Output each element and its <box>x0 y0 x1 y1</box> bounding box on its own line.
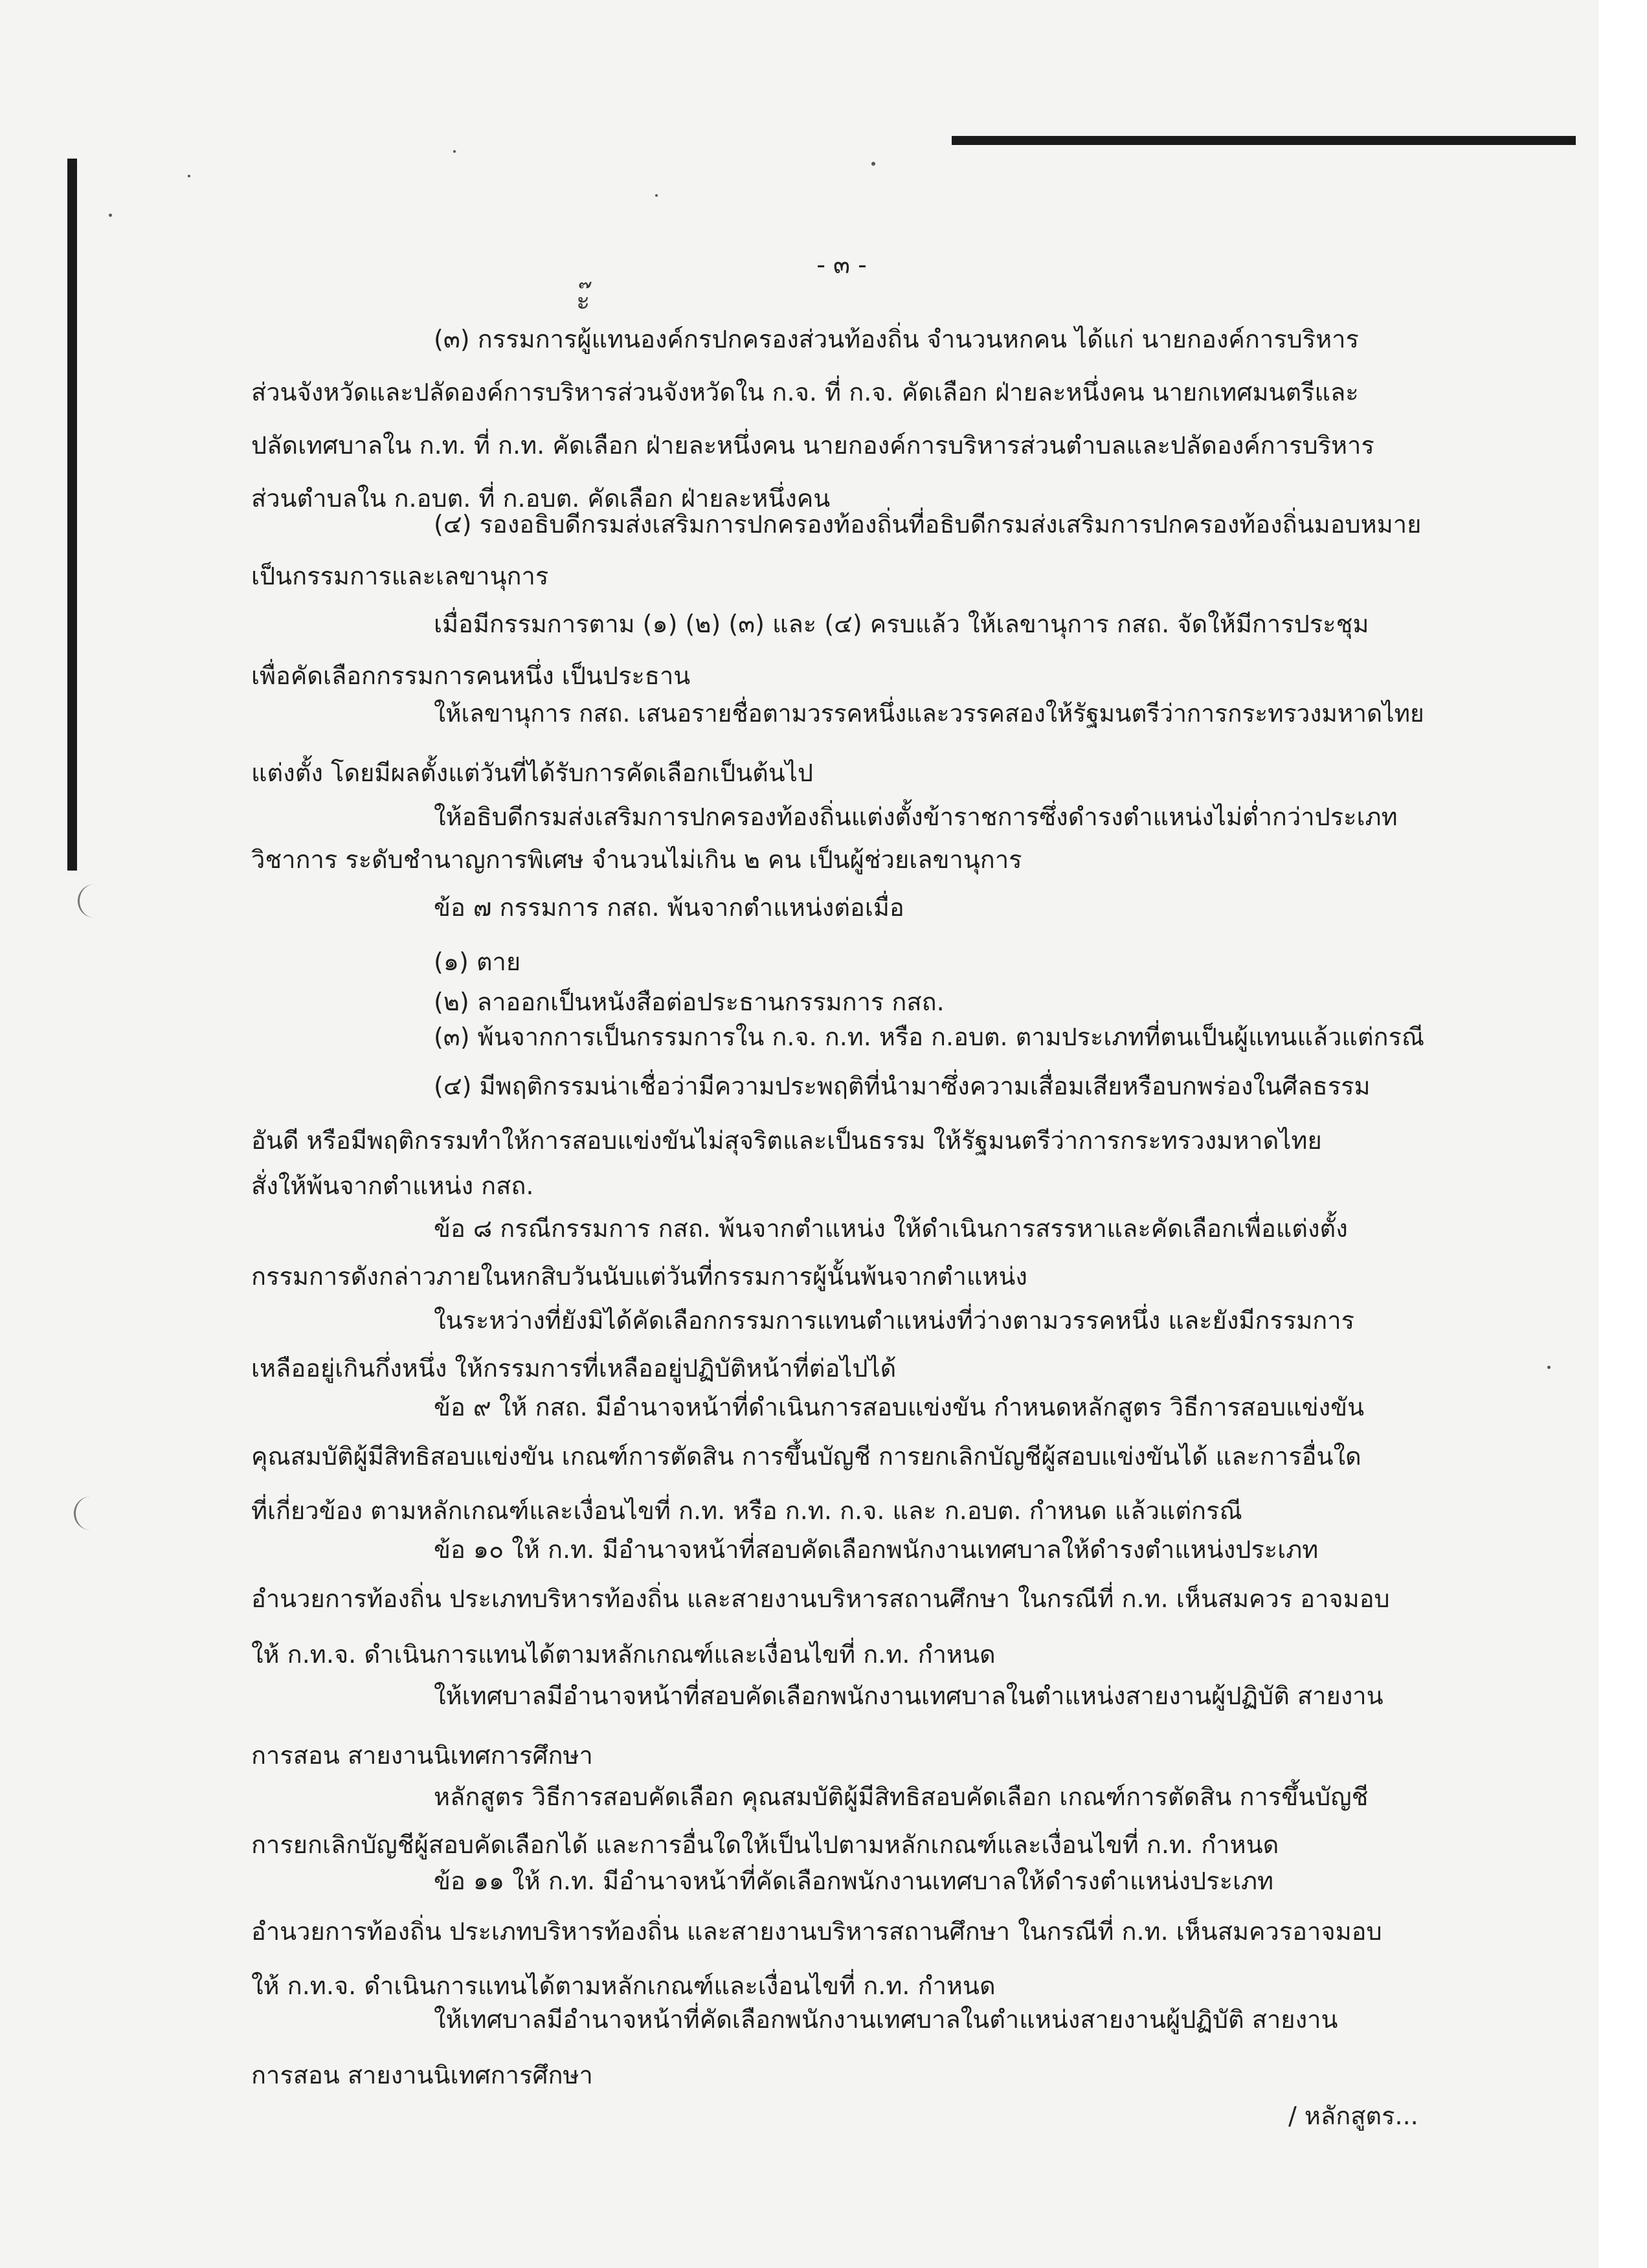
text-line: ให้อธิบดีกรมส่งเสริมการปกครองท้องถิ่นแต่งตั้งข้าราชการซึ่งดำรงตำแหน่งไม่ต่ำกว่าประเภท <box>434 803 1398 831</box>
text-line: เพื่อคัดเลือกกรรมการคนหนึ่ง เป็นประธาน <box>251 662 691 690</box>
text-line: ให้ ก.ท.จ. ดำเนินการแทนได้ตามหลักเกณฑ์และเงื่อนไขที่ ก.ท. กำหนด <box>251 1972 996 2000</box>
text-line: ส่วนตำบลใน ก.อบต. ที่ ก.อบต. คัดเลือก ฝ่ายละหนึ่งคน <box>251 484 831 513</box>
scan-speck <box>655 194 658 197</box>
text-line: (๓) พ้นจากการเป็นกรรมการใน ก.จ. ก.ท. หรือ ก.อบต. ตามประเภทที่ตนเป็นผู้แทนแล้วแต่กรณี <box>434 1023 1425 1051</box>
handwritten-mark: ะ๊ <box>576 286 590 316</box>
text-line: ที่เกี่ยวข้อง ตามหลักเกณฑ์และเงื่อนไขที่ ก.ท. หรือ ก.ท. ก.จ. และ ก.อบต. กำหนด แล้วแต่กรณี <box>251 1496 1242 1525</box>
text-line: (๒) ลาออกเป็นหนังสือต่อประธานกรรมการ กสถ. <box>434 988 945 1016</box>
scan-speck <box>109 214 112 217</box>
text-line: ข้อ ๑๐ ให้ ก.ท. มีอำนาจหน้าที่สอบคัดเลือกพนักงานเทศบาลให้ดำรงตำแหน่งประเภท <box>434 1535 1319 1564</box>
page-number: - ๓ - <box>816 250 867 279</box>
text-line: เหลืออยู่เกินกึ่งหนึ่ง ให้กรรมการที่เหลืออยู่ปฏิบัติหน้าที่ต่อไปได้ <box>251 1354 897 1383</box>
scan-speck <box>871 162 875 166</box>
text-line: (๓) กรรมการผู้แทนองค์กรปกครองส่วนท้องถิ่น จำนวนหกคน ได้แก่ นายกองค์การบริหาร <box>434 325 1359 353</box>
text-line: (๔) รองอธิบดีกรมส่งเสริมการปกครองท้องถิ่นที่อธิบดีกรมส่งเสริมการปกครองท้องถิ่นมอบหมาย <box>434 510 1422 539</box>
text-line: การสอน สายงานนิเทศการศึกษา <box>251 2061 593 2089</box>
text-line: แต่งตั้ง โดยมีผลตั้งแต่วันที่ได้รับการคัดเลือกเป็นต้นไป <box>251 759 814 787</box>
text-line: อำนวยการท้องถิ่น ประเภทบริหารท้องถิ่น และสายงานบริหารสถานศึกษา ในกรณีที่ ก.ท. เห็นสมควรอาจมอบ <box>251 1917 1382 1946</box>
text-line: อันดี หรือมีพฤติกรรมทำให้การสอบแข่งขันไม่สุจริตและเป็นธรรม ให้รัฐมนตรีว่าการกระทรวงมหาดไทย <box>251 1126 1322 1155</box>
scan-speck <box>1547 1366 1551 1369</box>
text-line: กรรมการดังกล่าวภายในหกสิบวันนับแต่วันที่กรรมการผู้นั้นพ้นจากตำแหน่ง <box>251 1262 1027 1291</box>
continuation-note: / หลักสูตร... <box>1288 2102 1418 2130</box>
text-line: ข้อ ๑๑ ให้ ก.ท. มีอำนาจหน้าที่คัดเลือกพนักงานเทศบาลให้ดำรงตำแหน่งประเภท <box>434 1867 1274 1895</box>
text-line: การยกเลิกบัญชีผู้สอบคัดเลือกได้ และการอื่นใดให้เป็นไปตามหลักเกณฑ์และเงื่อนไขที่ ก.ท. กำหนด <box>251 1830 1279 1859</box>
text-line: ในระหว่างที่ยังมิได้คัดเลือกกรรมการแทนตำแหน่งที่ว่างตามวรรคหนึ่ง และยังมีกรรมการ <box>434 1306 1355 1335</box>
text-line: อำนวยการท้องถิ่น ประเภทบริหารท้องถิ่น และสายงานบริหารสถานศึกษา ในกรณีที่ ก.ท. เห็นสมควร อาจมอบ <box>251 1584 1390 1613</box>
hole-punch-mark <box>74 1496 98 1530</box>
text-line: หลักสูตร วิธีการสอบคัดเลือก คุณสมบัติผู้มีสิทธิสอบคัดเลือก เกณฑ์การตัดสิน การขึ้นบัญชี <box>434 1783 1369 1811</box>
text-line: ข้อ ๙ ให้ กสถ. มีอำนาจหน้าที่ดำเนินการสอบแข่งขัน กำหนดหลักสูตร วิธีการสอบแข่งขัน <box>434 1393 1365 1421</box>
text-line: ข้อ ๘ กรณีกรรมการ กสถ. พ้นจากตำแหน่ง ให้ดำเนินการสรรหาและคัดเลือกเพื่อแต่งตั้ง <box>434 1214 1348 1243</box>
header-rule <box>952 136 1576 145</box>
scan-margin <box>1598 0 1647 2268</box>
text-line: ให้ ก.ท.จ. ดำเนินการแทนได้ตามหลักเกณฑ์และเงื่อนไขที่ ก.ท. กำหนด <box>251 1640 996 1669</box>
text-line: เป็นกรรมการและเลขานุการ <box>251 562 549 590</box>
scan-speck <box>188 175 190 177</box>
text-line: ส่วนจังหวัดและปลัดองค์การบริหารส่วนจังหวัดใน ก.จ. ที่ ก.จ. คัดเลือก ฝ่ายละหนึ่งคน นายกเทศมนตรีและ <box>251 378 1359 406</box>
hole-punch-mark <box>78 884 102 918</box>
text-line: การสอน สายงานนิเทศการศึกษา <box>251 1741 593 1770</box>
text-line: ให้เทศบาลมีอำนาจหน้าที่คัดเลือกพนักงานเทศบาลในตำแหน่งสายงานผู้ปฏิบัติ สายงาน <box>434 2005 1338 2034</box>
text-line: (๑) ตาย <box>434 948 521 976</box>
text-line: ข้อ ๗ กรรมการ กสถ. พ้นจากตำแหน่งต่อเมื่อ <box>434 893 904 922</box>
text-line: คุณสมบัติผู้มีสิทธิสอบแข่งขัน เกณฑ์การตัดสิน การขึ้นบัญชี การยกเลิกบัญชีผู้สอบแข่งขันได้ และการอื่นใด <box>251 1442 1361 1471</box>
text-line: ปลัดเทศบาลใน ก.ท. ที่ ก.ท. คัดเลือก ฝ่ายละหนึ่งคน นายกองค์การบริหารส่วนตำบลและปลัดองค์การบริหาร <box>251 431 1374 460</box>
left-margin-rule <box>67 159 77 871</box>
scan-speck <box>453 150 456 153</box>
text-line: ให้เลขานุการ กสถ. เสนอรายชื่อตามวรรคหนึ่งและวรรคสองให้รัฐมนตรีว่าการกระทรวงมหาดไทย <box>434 699 1424 728</box>
text-line: เมื่อมีกรรมการตาม (๑) (๒) (๓) และ (๔) ครบแล้ว ให้เลขานุการ กสถ. จัดให้มีการประชุม <box>434 610 1369 638</box>
text-line: ให้เทศบาลมีอำนาจหน้าที่สอบคัดเลือกพนักงานเทศบาลในตำแหน่งสายงานผู้ปฏิบัติ สายงาน <box>434 1682 1384 1710</box>
text-line: วิชาการ ระดับชำนาญการพิเศษ จำนวนไม่เกิน ๒ คน เป็นผู้ช่วยเลขานุการ <box>251 845 1022 874</box>
text-line: สั่งให้พ้นจากตำแหน่ง กสถ. <box>251 1172 534 1200</box>
text-line: (๔) มีพฤติกรรมน่าเชื่อว่ามีความประพฤติที่นำมาซึ่งความเสื่อมเสียหรือบกพร่องในศีลธรรม <box>434 1072 1371 1100</box>
